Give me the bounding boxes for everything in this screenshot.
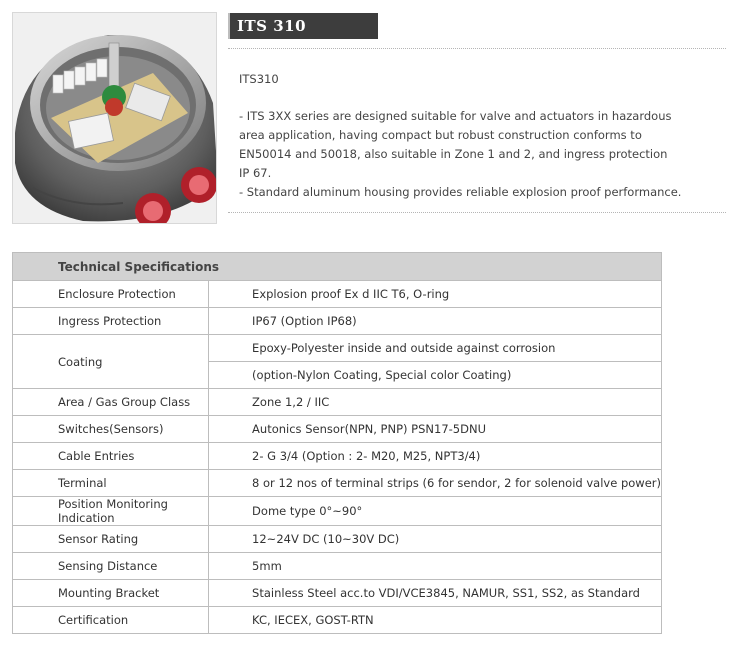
table-row — [13, 526, 662, 553]
spec-label: Position Monitoring Indication — [13, 497, 209, 526]
table-row — [13, 497, 662, 526]
spec-value: 5mm — [209, 553, 662, 580]
product-photo — [12, 12, 217, 224]
divider-bottom — [228, 212, 726, 213]
description-line: IP 67. — [239, 166, 272, 180]
spec-label: Area / Gas Group Class — [13, 389, 209, 416]
description-line: area application, having compact but robust construction conforms to — [239, 128, 642, 142]
spec-value: 2- G 3/4 (Option : 2- M20, M25, NPT3/4) — [209, 443, 662, 470]
spec-label: Terminal — [13, 470, 209, 497]
spec-label: Certification — [13, 607, 209, 634]
spec-label: Cable Entries — [13, 443, 209, 470]
product-title: ITS 310 — [237, 17, 307, 35]
table-row — [13, 281, 662, 308]
table-row — [13, 553, 662, 580]
table-row — [13, 470, 662, 497]
divider-top — [228, 48, 726, 49]
spec-value: Zone 1,2 / IIC — [209, 389, 662, 416]
spec-value: IP67 (Option IP68) — [209, 308, 662, 335]
spec-label: Switches(Sensors) — [13, 416, 209, 443]
spec-label: Mounting Bracket — [13, 580, 209, 607]
product-description — [239, 70, 719, 202]
spec-value: (option-Nylon Coating, Special color Coating) — [209, 362, 662, 389]
product-title-bar — [228, 13, 378, 39]
table-row — [13, 416, 662, 443]
spec-label: Sensor Rating — [13, 526, 209, 553]
description-line: - Standard aluminum housing provides reliable explosion proof performance. — [239, 185, 682, 199]
table-row — [13, 607, 662, 634]
spec-value: 8 or 12 nos of terminal strips (6 for sendor, 2 for solenoid valve power) — [209, 470, 662, 497]
description-line: EN50014 and 50018, also suitable in Zone 1 and 2, and ingress protection — [239, 147, 668, 161]
spec-table — [12, 252, 662, 634]
spec-value: Explosion proof Ex d IIC T6, O-ring — [209, 281, 662, 308]
product-model: ITS310 — [239, 72, 279, 86]
spec-value: KC, IECEX, GOST-RTN — [209, 607, 662, 634]
description-line: - ITS 3XX series are designed suitable for valve and actuators in hazardous — [239, 109, 672, 123]
spec-value: 12~24V DC (10~30V DC) — [209, 526, 662, 553]
spec-label: Ingress Protection — [13, 308, 209, 335]
spec-value: Stainless Steel acc.to VDI/VCE3845, NAMUR, SS1, SS2, as Standard — [209, 580, 662, 607]
table-row — [13, 580, 662, 607]
spec-label: Sensing Distance — [13, 553, 209, 580]
spec-label: Enclosure Protection — [13, 281, 209, 308]
spec-value: Epoxy-Polyester inside and outside against corrosion — [209, 335, 662, 362]
spec-table-header: Technical Specifications — [13, 253, 662, 281]
table-row — [13, 389, 662, 416]
spec-value: Dome type 0°~90° — [209, 497, 662, 526]
table-row — [13, 308, 662, 335]
table-row — [13, 335, 662, 362]
table-row — [13, 443, 662, 470]
spec-label: Coating — [13, 335, 209, 389]
spec-value: Autonics Sensor(NPN, PNP) PSN17-5DNU — [209, 416, 662, 443]
